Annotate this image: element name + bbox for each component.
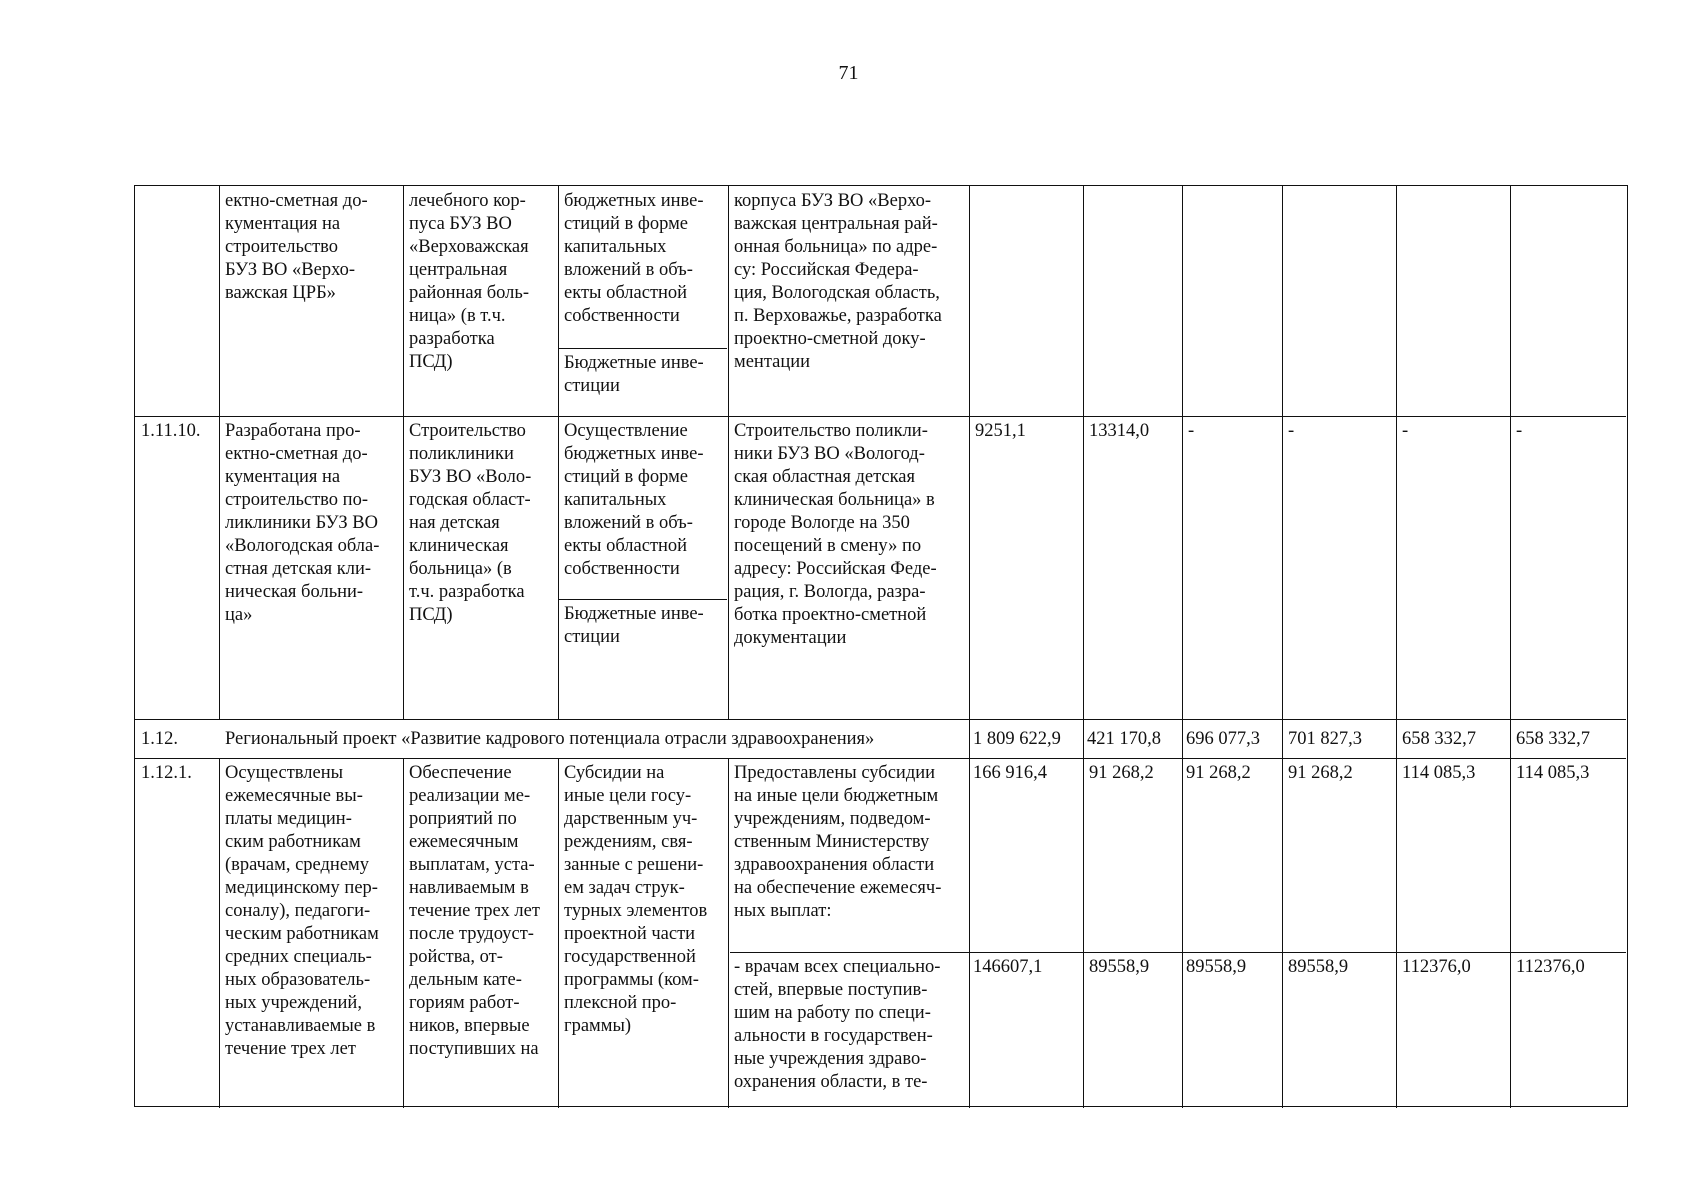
value-cell: 13314,0 [1089, 421, 1150, 441]
page-number: 71 [838, 62, 859, 84]
value-cell: 1 809 622,9 [973, 729, 1061, 749]
value-cell: - [1188, 421, 1195, 441]
value-cell: - [1288, 421, 1295, 441]
section-title: Региональный проект «Развитие кадрового потенциала отрасли здравоохранения» [225, 729, 875, 749]
value-cell: 658 332,7 [1516, 729, 1590, 749]
object-cell: лечебного кор- пуса БУЗ ВО «Верховажская центральная районная боль- ница» (в т.ч. разработка ПСД) [409, 191, 530, 372]
value-cell: 114 085,3 [1516, 763, 1590, 783]
form-cell: Бюджетные инве- стиции [564, 353, 704, 396]
value-cell: 146607,1 [973, 957, 1043, 977]
value-cell: 89558,9 [1089, 957, 1150, 977]
description-cell: Предоставлены субсидии на иные цели бюджетным учреждениям, подведом- ственным Министерству здравоохранения области на обеспечение ежемесяч- ных выплат: [734, 763, 942, 921]
value-cell: 91 268,2 [1089, 763, 1154, 783]
object-cell: Обеспечение реализации ме- роприятий по ежемесячным выплатам, уста- навливаемым в течение трех лет после трудоуст- ройства, от- дельным кате- гориям работ- ников, впервые поступивших на [409, 763, 540, 1059]
description-cell: - врачам всех специально- стей, впервые поступив- шим на работу по специ- альности в государствен- ные учреждения здраво- охранения области, в те- [734, 957, 941, 1092]
result-cell: Осуществлены ежемесячные вы- платы медицин- ским работникам (врачам, среднему медицинскому пер- соналу), педагоги- ческим работникам средних специаль- ных образователь- ных учреждений, устанавливаемые в течение трех лет [225, 763, 379, 1059]
form-cell: Субсидии на иные цели госу- дарственным уч- реждениям, свя- занные с решени- ем задач струк- турных элементов проектной части государственной программы (ком- плексной про- граммы) [564, 763, 708, 1036]
form-cell: Бюджетные инве- стиции [564, 604, 704, 647]
value-cell: 701 827,3 [1288, 729, 1362, 749]
row-number: 1.12. [141, 729, 178, 749]
row-number: 1.11.10. [141, 421, 201, 441]
value-cell: 421 170,8 [1087, 729, 1161, 749]
value-cell: 166 916,4 [973, 763, 1047, 783]
value-cell: 91 268,2 [1186, 763, 1251, 783]
value-cell: 9251,1 [975, 421, 1026, 441]
description-cell: Строительство поликли- ники БУЗ ВО «Вологод- ская областная детская клиническая больница» в городе Вологде на 350 посещений в смену» по адресу: Российская Феде- рация, г. Вологда, разра- ботка проектно-сметной документации [734, 421, 937, 648]
value-cell: - [1516, 421, 1523, 441]
value-cell: - [1402, 421, 1409, 441]
row-number: 1.12.1. [141, 763, 192, 783]
object-cell: Строительство поликлиники БУЗ ВО «Воло- годская област- ная детская клиническая больница» (в т.ч. разработка ПСД) [409, 421, 532, 625]
value-cell: 696 077,3 [1186, 729, 1260, 749]
description-cell: корпуса БУЗ ВО «Верхо- важская центральная рай- онная больница» по адре- су: Российская Федера- ция, Вологодская область, п. Верховажье, разработка проектно-сметной доку- ментации [734, 191, 942, 372]
result-cell: ектно-сметная до- кументация на строительство БУЗ ВО «Верхо- важская ЦРБ» [225, 191, 368, 303]
value-cell: 112376,0 [1516, 957, 1585, 977]
value-cell: 89558,9 [1186, 957, 1247, 977]
value-cell: 89558,9 [1288, 957, 1349, 977]
result-cell: Разработана про- ектно-сметная до- кументация на строительство по- ликлиники БУЗ ВО «Вологодская обла- стная детская кли- ническая больни- ца» [225, 421, 380, 625]
value-cell: 114 085,3 [1402, 763, 1476, 783]
form-cell: Осуществление бюджетных инве- стиций в форме капитальных вложений в объ- екты областной собственности [564, 421, 704, 579]
value-cell: 91 268,2 [1288, 763, 1353, 783]
value-cell: 658 332,7 [1402, 729, 1476, 749]
value-cell: 112376,0 [1402, 957, 1471, 977]
budget-table [134, 185, 1628, 1107]
form-cell: бюджетных инве- стиций в форме капитальных вложений в объ- екты областной собственности [564, 191, 704, 326]
